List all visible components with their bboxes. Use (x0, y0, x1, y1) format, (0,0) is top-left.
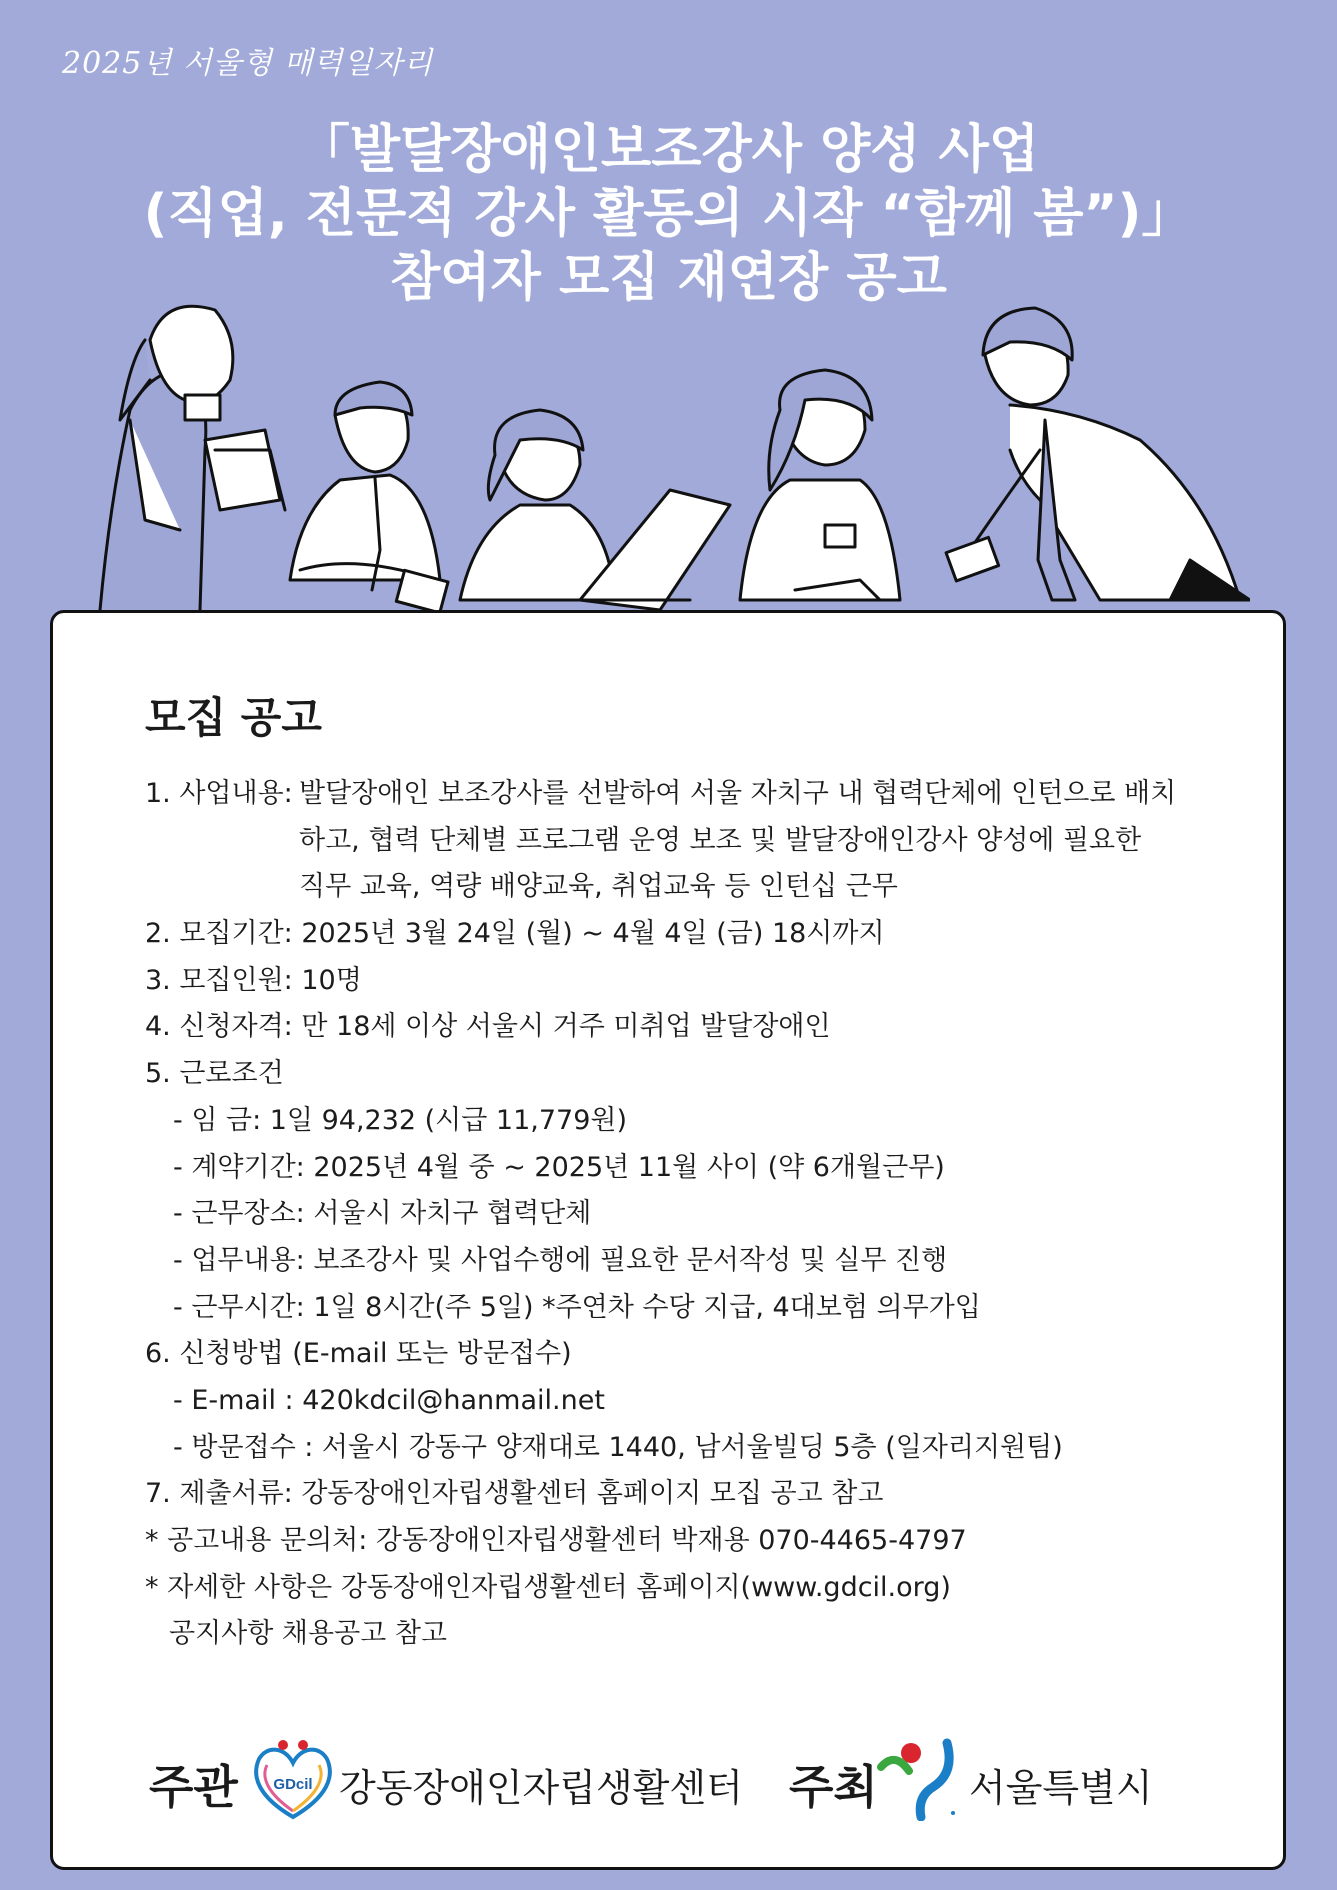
woman-with-id-card-figure (740, 370, 900, 600)
tagline: 2025년 서울형 매력일자리 (62, 46, 434, 81)
condition-location: - 근무장소: 서울시 자치구 협력단체 (173, 1198, 592, 1230)
organizer-label: 주관 (149, 1760, 238, 1814)
notice-card (50, 610, 1286, 1870)
notice-item-count: 3. 모집인원: 10명 (145, 964, 362, 996)
condition-hours: - 근무시간: 1일 8시간(주 5일) *주연차 수당 지급, 4대보험 의무가입 (173, 1291, 981, 1323)
notice-item-business (145, 771, 1205, 818)
notice-item-eligibility: 4. 신청자격: 만 18세 이상 서울시 거주 미취업 발달장애인 (145, 1011, 831, 1043)
condition-wage: - 임 금: 1일 94,232 (시급 11,779원) (173, 1104, 628, 1136)
notice-item-period: 2. 모집기간: 2025년 3월 24일 (월) ~ 4월 4일 (금) 18시까지 (145, 918, 885, 950)
notice-website-cont: 공지사항 채용공고 참고 (169, 1618, 447, 1650)
host-name: 서울특별시 (969, 1766, 1153, 1810)
footer (149, 1721, 1209, 1831)
host-label: 주최 (789, 1760, 878, 1814)
woman-with-documents-figure (100, 306, 285, 610)
title-line-3: 참여자 모집 재연장 공고 (390, 248, 947, 308)
item-value: 발달장애인 보조강사를 선발하여 서울 자치구 내 협력단체에 인턴으로 배치 (299, 778, 1177, 809)
item-label: 1. 사업내용: (145, 778, 293, 809)
man-sitting-figure (290, 382, 448, 613)
item-continuation: 하고, 협력 단체별 프로그램 운영 보조 및 발달장애인강사 양성에 필요한 (299, 824, 1142, 856)
organizer-name: 강동장애인자립생활센터 (339, 1766, 743, 1810)
page-title (0, 118, 1337, 310)
notice-item-conditions: 5. 근로조건 (145, 1058, 284, 1090)
woman-with-laptop-figure (460, 410, 730, 610)
title-line-2: (직업, 전문적 강사 활동의 시작 “함께 봄”)」 (143, 184, 1194, 244)
apply-visit: - 방문접수 : 서울시 강동구 양재대로 1440, 남서울빌딩 5층 (일자리지원팀) (173, 1431, 1063, 1463)
condition-contract: - 계약기간: 2025년 4월 중 ~ 2025년 11월 사이 (약 6개월근무) (173, 1151, 945, 1183)
notice-website[interactable]: * 자세한 사항은 강동장애인자립생활센터 홈페이지(www.gdcil.org) (145, 1571, 951, 1603)
notice-item-documents: 7. 제출서류: 강동장애인자립생활센터 홈페이지 모집 공고 참고 (145, 1478, 884, 1510)
notice-body (145, 771, 1205, 1658)
notice-contact: * 공고내용 문의처: 강동장애인자립생활센터 박재용 070-4465-4797 (145, 1525, 967, 1556)
title-line-1: 「발달장애인보조강사 양성 사업 (297, 120, 1040, 180)
seoul-city-logo (877, 1733, 957, 1821)
item-continuation: 직무 교육, 역량 배양교육, 취업교육 등 인턴십 근무 (299, 871, 898, 903)
office-team-illustration (90, 300, 1250, 660)
notice-title: 모집 공고 (145, 693, 322, 742)
notice-item-apply: 6. 신청방법 (E-mail 또는 방문접수) (145, 1338, 572, 1370)
apply-email[interactable]: - E-mail : 420kdcil@hanmail.net (173, 1384, 605, 1416)
gdcil-logo-text: GDcil (273, 1776, 313, 1793)
man-with-phone-figure (946, 308, 1250, 600)
condition-duties: - 업무내용: 보조강사 및 사업수행에 필요한 문서작성 및 실무 진행 (173, 1244, 948, 1276)
gdcil-heart-logo (249, 1737, 337, 1823)
